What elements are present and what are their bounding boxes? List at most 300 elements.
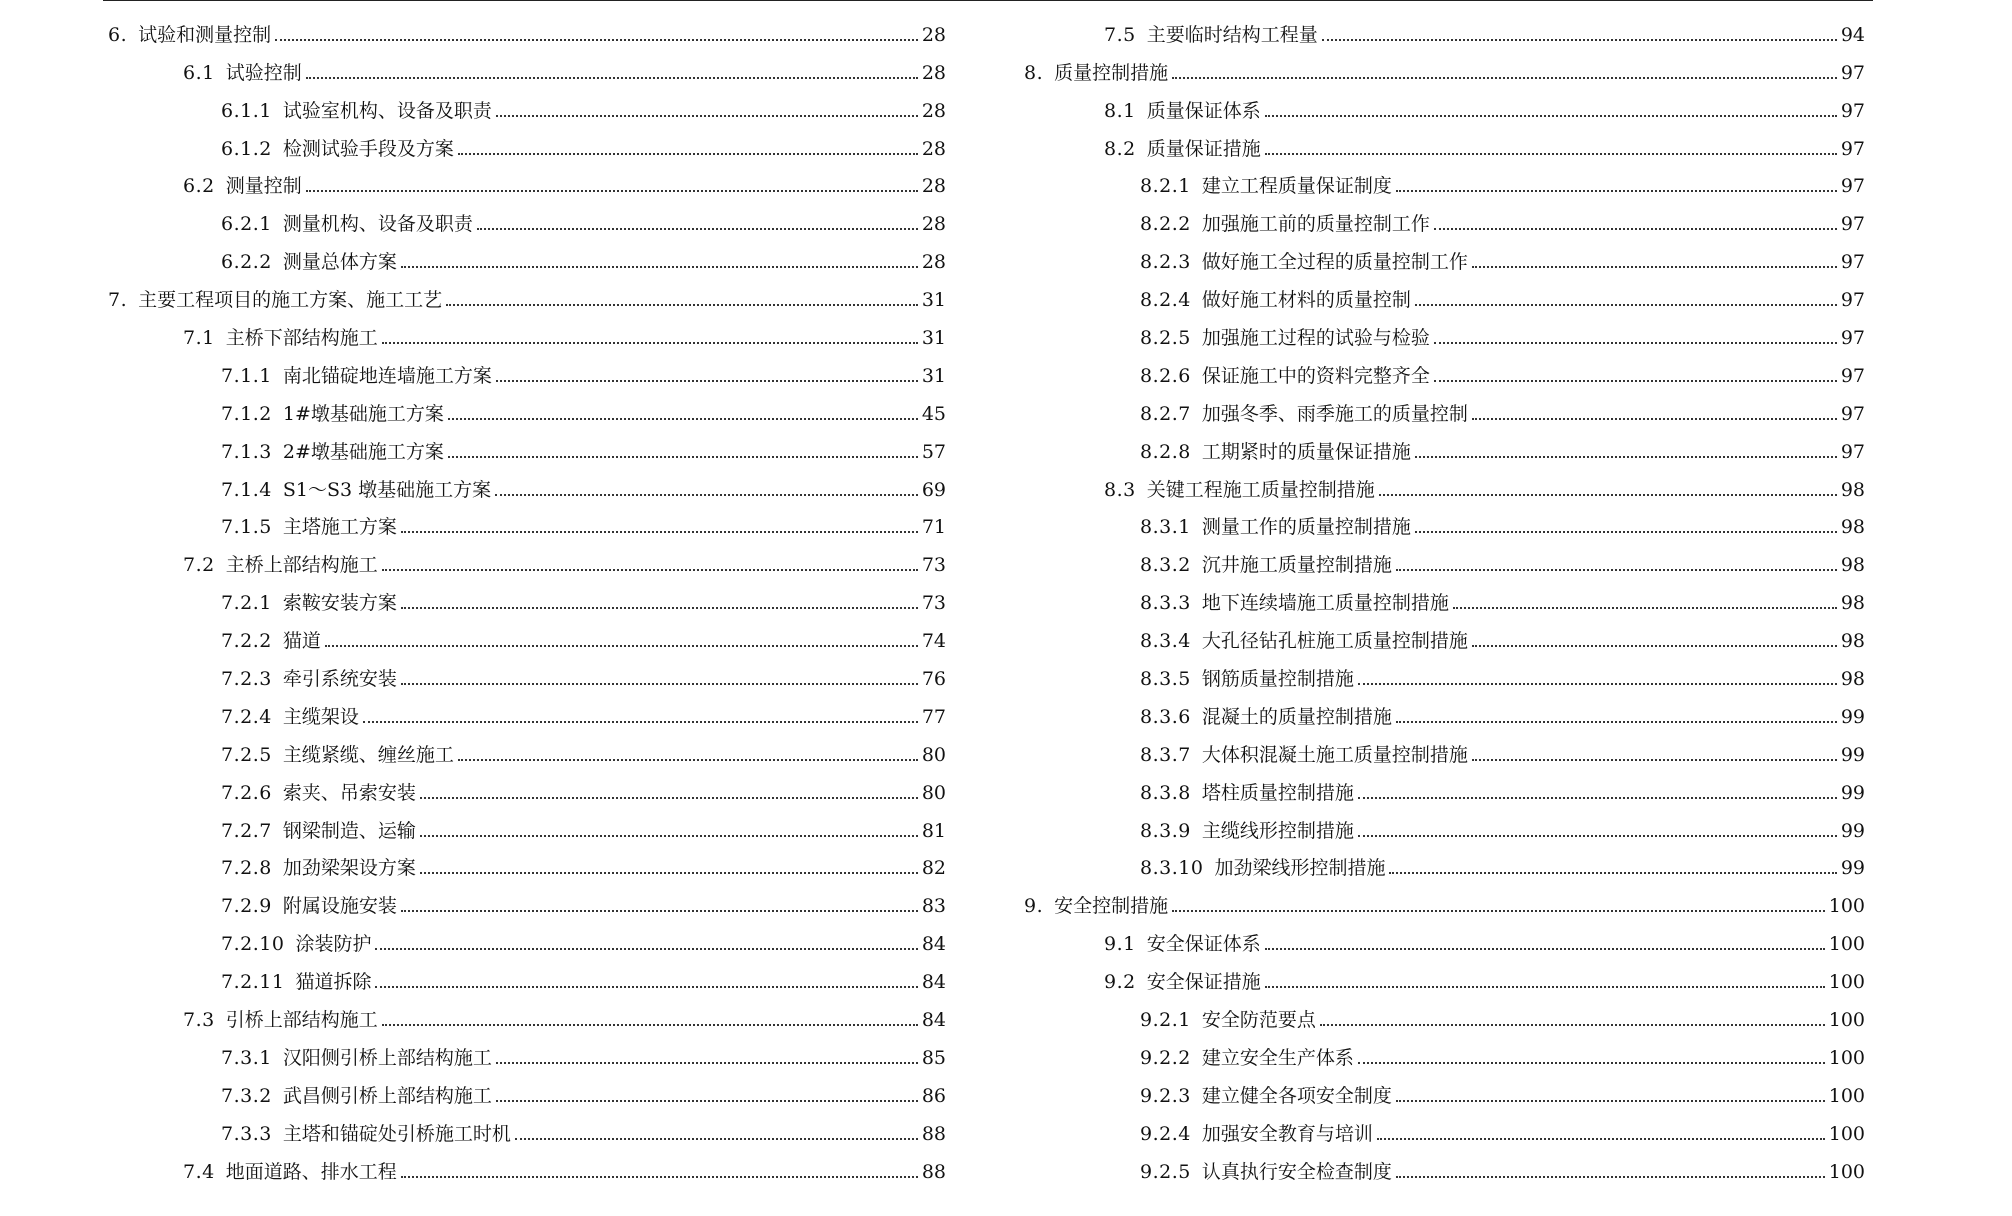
dot-leader [495,494,918,496]
toc-entry[interactable] [1024,733,1865,771]
toc-entry-number: 8.1 [1104,99,1136,122]
toc-entry-page-number: 97 [1840,99,1865,122]
toc-entry-number: 9.1 [1104,933,1136,956]
toc-entry-page-number: 100 [1828,971,1865,994]
toc-entry-number: 7.2.1 [221,592,272,615]
toc-entry[interactable] [1024,884,1865,922]
toc-entry[interactable] [1024,922,1865,960]
toc-entry-title: 做好施工全过程的质量控制工作 [1201,251,1468,274]
toc-entry-number: 7.5 [1104,23,1136,46]
toc-entry-title: 主桥下部结构施工 [225,327,378,350]
dot-leader [375,986,917,988]
toc-entry-title: 大体积混凝土施工质量控制措施 [1201,743,1468,766]
dot-leader [420,872,918,874]
toc-entry[interactable] [103,657,946,695]
toc-entry[interactable] [103,1112,946,1150]
toc-entry[interactable] [1024,392,1865,430]
toc-entry-title: 保证施工中的资料完整齐全 [1201,364,1430,387]
toc-entry-title: 主要工程项目的施工方案、施工工艺 [138,289,443,312]
toc-entry[interactable] [103,809,946,847]
toc-entry[interactable] [103,354,946,392]
toc-entry-page-number: 86 [921,1084,946,1107]
toc-entry-title: 测量机构、设备及职责 [282,213,473,236]
toc-entry-page-number: 80 [921,743,946,766]
dot-leader [1358,835,1837,837]
dot-leader [1396,190,1837,192]
toc-entry-number: 8.3.1 [1140,516,1191,539]
toc-entry-title: 建立工程质量保证制度 [1201,175,1392,198]
toc-entry-title: 主缆紧缆、缠丝施工 [282,743,454,766]
toc-entry-page-number: 98 [1840,554,1865,577]
toc-entry-page-number: 84 [921,1009,946,1032]
toc-entry-page-number: 98 [1840,478,1865,501]
toc-entry-page-number: 100 [1828,933,1865,956]
dot-leader [1453,607,1837,609]
toc-entry-title: 主缆线形控制措施 [1201,819,1354,842]
dot-leader [382,569,918,571]
toc-entry-page-number: 57 [921,440,946,463]
toc-entry[interactable] [1024,960,1865,998]
toc-entry-number: 6.2.2 [221,251,272,274]
toc-entry-number: 7.2.8 [221,857,272,880]
toc-entry-page-number: 28 [921,137,946,160]
toc-entry-page-number: 83 [921,895,946,918]
toc-entry-page-number: 97 [1840,175,1865,198]
toc-entry-number: 8.3.8 [1140,781,1191,804]
toc-entry-number: 6.1.2 [221,137,272,160]
toc-entry-page-number: 94 [1840,23,1865,46]
dot-leader [401,1176,918,1178]
toc-entry-page-number: 88 [921,1160,946,1183]
toc-entry-number: 9.2.1 [1140,1009,1191,1032]
toc-entry-page-number: 100 [1828,1046,1865,1069]
dot-leader [1389,872,1836,874]
dot-leader [363,721,918,723]
toc-entry-number: 7.2.5 [221,743,272,766]
toc-entry[interactable] [103,1036,946,1074]
toc-entry-number: 8.3.6 [1140,705,1191,728]
toc-entry-title: 猫道 [282,630,321,653]
dot-leader [420,835,918,837]
toc-entry-number: 7.2.9 [221,895,272,918]
toc-entry-number: 7.3.1 [221,1046,272,1069]
dot-leader [275,39,918,41]
dot-leader [1172,77,1837,79]
toc-entry-title: 索夹、吊索安装 [282,781,416,804]
toc-right-column [1024,13,1865,1188]
toc-entry-title: 试验控制 [225,61,302,84]
toc-entry-number: 8.2.8 [1140,440,1191,463]
toc-entry-number: 7.1.5 [221,516,272,539]
toc-entry-page-number: 28 [921,213,946,236]
toc-entry-number: 8.2.2 [1140,213,1191,236]
toc-entry-page-number: 97 [1840,364,1865,387]
toc-entry-number: 6.1.1 [221,99,272,122]
toc-entry-page-number: 31 [921,327,946,350]
toc-entry-number: 8.3.4 [1140,630,1191,653]
toc-entry[interactable] [103,165,946,203]
toc-entry-page-number: 100 [1828,1160,1865,1183]
toc-entry-page-number: 98 [1840,668,1865,691]
toc-entry-title: 沉井施工质量控制措施 [1201,554,1392,577]
toc-entry-page-number: 98 [1840,592,1865,615]
toc-entry[interactable] [1024,1074,1865,1112]
toc-entry-page-number: 81 [921,819,946,842]
toc-entry-title: 索鞍安装方案 [282,592,397,615]
toc-entry-number: 7.1.2 [221,402,272,425]
toc-entry[interactable] [103,392,946,430]
toc-entry-number: 8.3.9 [1140,819,1191,842]
dot-leader [458,153,918,155]
dot-leader [1415,531,1837,533]
toc-entry[interactable] [103,51,946,89]
toc-entry-title: 加劲梁架设方案 [282,857,416,880]
toc-entry-number: 6.2 [183,175,215,198]
toc-entry-title: 检测试验手段及方案 [282,137,454,160]
toc-entry-title: 建立安全生产体系 [1201,1046,1354,1069]
toc-entry[interactable] [1024,1150,1865,1188]
toc-entry-number: 7.3 [183,1009,215,1032]
toc-left-column [103,13,946,1188]
toc-entry-number: 7. [108,289,128,312]
toc-entry-title: 武昌侧引桥上部结构施工 [282,1084,492,1107]
toc-entry-title: 混凝土的质量控制措施 [1201,705,1392,728]
toc-entry[interactable] [103,619,946,657]
toc-entry-title: 安全防范要点 [1201,1009,1316,1032]
dot-leader [1322,39,1837,41]
toc-entry[interactable] [1024,998,1865,1036]
toc-entry-page-number: 97 [1840,251,1865,274]
toc-entry[interactable] [1024,657,1865,695]
toc-entry-page-number: 100 [1828,1122,1865,1145]
toc-entry-number: 8.3 [1104,478,1136,501]
toc-entry-title: 试验室机构、设备及职责 [282,99,492,122]
toc-entry-page-number: 73 [921,592,946,615]
dot-leader [401,683,918,685]
dot-leader [1265,115,1837,117]
toc-entry-page-number: 88 [921,1122,946,1145]
dot-leader [1434,342,1837,344]
toc-entry[interactable] [103,884,946,922]
toc-entry-number: 7.2.4 [221,705,272,728]
toc-entry-page-number: 99 [1840,705,1865,728]
toc-entry[interactable] [103,506,946,544]
dot-leader [496,1100,918,1102]
toc-entry-title: 加强安全教育与培训 [1201,1122,1373,1145]
toc-entry[interactable] [1024,354,1865,392]
toc-entry[interactable] [103,733,946,771]
toc-entry-title: 安全保证体系 [1146,933,1261,956]
toc-entry-number: 8.2.7 [1140,402,1191,425]
toc-entry[interactable] [103,998,946,1036]
dot-leader [1358,797,1837,799]
toc-entry[interactable] [103,1150,946,1188]
toc-entry[interactable] [1024,847,1865,885]
toc-entry-title: S1～S3 墩基础施工方案 [282,478,492,501]
toc-entry-number: 7.2 [183,554,215,577]
toc-entry[interactable] [103,240,946,278]
toc-entry-page-number: 100 [1828,1009,1865,1032]
toc-entry[interactable] [103,316,946,354]
dot-leader [1320,1024,1825,1026]
dot-leader [1172,910,1825,912]
toc-entry-title: 加强施工前的质量控制工作 [1201,213,1430,236]
dot-leader [496,380,918,382]
toc-entry[interactable] [103,922,946,960]
dot-leader [1472,266,1837,268]
toc-entry-page-number: 98 [1840,516,1865,539]
toc-entry[interactable] [1024,581,1865,619]
toc-entry-number: 9.2.2 [1140,1046,1191,1069]
toc-entry-title: 南北锚碇地连墙施工方案 [282,364,492,387]
toc-entry-number: 7.1.4 [221,478,272,501]
toc-entry[interactable] [1024,543,1865,581]
dot-leader [401,607,918,609]
toc-entry-page-number: 84 [921,933,946,956]
toc-entry[interactable] [1024,468,1865,506]
dot-leader [1358,683,1837,685]
dot-leader [1265,986,1825,988]
toc-entry[interactable] [1024,809,1865,847]
toc-entry-number: 9.2 [1104,971,1136,994]
dot-leader [306,77,918,79]
dot-leader [446,304,918,306]
toc-entry-title: 牵引系统安装 [282,668,397,691]
toc-entry-title: 钢筋质量控制措施 [1201,668,1354,691]
toc-entry-title: 关键工程施工质量控制措施 [1146,478,1375,501]
dot-leader [1472,418,1837,420]
toc-entry-title: 汉阳侧引桥上部结构施工 [282,1046,492,1069]
toc-entry-page-number: 99 [1840,781,1865,804]
toc-entry[interactable] [103,771,946,809]
toc-entry-page-number: 77 [921,705,946,728]
toc-entry-title: 做好施工材料的质量控制 [1201,289,1411,312]
toc-entry[interactable] [103,127,946,165]
toc-entry[interactable] [103,13,946,51]
toc-entry-number: 8.2.6 [1140,364,1191,387]
dot-leader [1265,153,1837,155]
toc-entry[interactable] [1024,13,1865,51]
dot-leader [448,456,918,458]
toc-entry-title: 安全保证措施 [1146,971,1261,994]
toc-entry-page-number: 28 [921,99,946,122]
toc-entry[interactable] [1024,506,1865,544]
toc-entry-number: 8. [1024,61,1044,84]
dot-leader [1472,759,1837,761]
toc-entry-number: 6.2.1 [221,213,272,236]
dot-leader [1472,645,1837,647]
toc-entry-number: 8.2.5 [1140,327,1191,350]
toc-entry-title: 主缆架设 [282,705,359,728]
toc-entry-number: 8.3.2 [1140,554,1191,577]
toc-entry-number: 8.3.5 [1140,668,1191,691]
dot-leader [1396,1176,1825,1178]
toc-entry-number: 8.3.3 [1140,592,1191,615]
toc-entry[interactable] [1024,51,1865,89]
toc-entry-page-number: 97 [1840,327,1865,350]
dot-leader [1434,380,1837,382]
toc-entry-number: 8.3.10 [1140,857,1204,880]
toc-entry-page-number: 73 [921,554,946,577]
dot-leader [1396,721,1837,723]
dot-leader [1377,1138,1825,1140]
dot-leader [382,342,918,344]
toc-entry[interactable] [1024,316,1865,354]
toc-entry-title: 主要临时结构工程量 [1146,23,1318,46]
top-rule [103,0,1873,1]
toc-entry-title: 地下连续墙施工质量控制措施 [1201,592,1449,615]
toc-entry-title: 主塔施工方案 [282,516,397,539]
toc-entry-page-number: 99 [1840,743,1865,766]
toc-entry-title: 加劲梁线形控制措施 [1214,857,1386,880]
toc-entry[interactable] [1024,127,1865,165]
toc-entry-title: 1#墩基础施工方案 [282,402,444,425]
dot-leader [1358,1062,1825,1064]
toc-entry[interactable] [1024,771,1865,809]
toc-entry-title: 测量工作的质量控制措施 [1201,516,1411,539]
toc-entry-title: 质量控制措施 [1054,61,1169,84]
toc-entry-number: 8.2.1 [1140,175,1191,198]
toc-entry-page-number: 31 [921,289,946,312]
toc-entry-title: 附属设施安装 [282,895,397,918]
dot-leader [496,115,918,117]
toc-entry-number: 9.2.5 [1140,1160,1191,1183]
toc-entry-title: 地面道路、排水工程 [225,1160,397,1183]
toc-entry[interactable] [1024,430,1865,468]
toc-entry[interactable] [1024,240,1865,278]
toc-entry-title: 质量保证措施 [1146,137,1261,160]
toc-entry-page-number: 97 [1840,402,1865,425]
dot-leader [477,228,918,230]
toc-entry-title: 塔柱质量控制措施 [1201,781,1354,804]
toc-entry-title: 猫道拆除 [295,971,372,994]
dot-leader [1265,948,1825,950]
toc-entry-number: 7.2.2 [221,630,272,653]
toc-entry-page-number: 100 [1828,895,1865,918]
toc-entry-title: 钢梁制造、运输 [282,819,416,842]
dot-leader [515,1138,918,1140]
dot-leader [1415,456,1837,458]
toc-entry-title: 涂装防护 [295,933,372,956]
toc-entry[interactable] [1024,1112,1865,1150]
toc-entry-number: 8.2.3 [1140,251,1191,274]
dot-leader [1379,494,1837,496]
toc-entry-page-number: 97 [1840,213,1865,236]
toc-entry-page-number: 100 [1828,1084,1865,1107]
toc-entry-number: 8.2.4 [1140,289,1191,312]
toc-entry[interactable] [103,430,946,468]
toc-entry-title: 工期紧时的质量保证措施 [1201,440,1411,463]
toc-entry-number: 8.3.7 [1140,743,1191,766]
toc-entry-page-number: 28 [921,175,946,198]
toc-entry[interactable] [103,960,946,998]
toc-entry-page-number: 97 [1840,61,1865,84]
toc-entry[interactable] [103,278,946,316]
toc-entry-number: 9.2.3 [1140,1084,1191,1107]
toc-entry[interactable] [103,581,946,619]
toc-entry-page-number: 69 [921,478,946,501]
toc-entry[interactable] [103,1074,946,1112]
toc-entry-page-number: 85 [921,1046,946,1069]
dot-leader [401,531,918,533]
toc-entry-title: 认真执行安全检查制度 [1201,1160,1392,1183]
toc-entry-number: 6.1 [183,61,215,84]
toc-entry-page-number: 97 [1840,440,1865,463]
toc-entry-number: 6. [108,23,128,46]
toc-entry-page-number: 99 [1840,819,1865,842]
toc-entry-number: 7.2.11 [221,971,285,994]
toc-entry-title: 试验和测量控制 [138,23,272,46]
toc-entry[interactable] [1024,619,1865,657]
toc-entry-page-number: 74 [921,630,946,653]
dot-leader [401,266,918,268]
toc-entry-page-number: 76 [921,668,946,691]
dot-leader [420,797,918,799]
dot-leader [448,418,918,420]
toc-entry-title: 加强施工过程的试验与检验 [1201,327,1430,350]
toc-entry[interactable] [1024,695,1865,733]
toc-entry-title: 2#墩基础施工方案 [282,440,444,463]
toc-entry-page-number: 97 [1840,137,1865,160]
toc-entry-title: 加强冬季、雨季施工的质量控制 [1201,402,1468,425]
toc-entry-number: 7.2.7 [221,819,272,842]
toc-entry-page-number: 97 [1840,289,1865,312]
toc-entry-page-number: 80 [921,781,946,804]
toc-entry-number: 9.2.4 [1140,1122,1191,1145]
toc-entry-number: 7.3.2 [221,1084,272,1107]
toc-entry-number: 7.4 [183,1160,215,1183]
toc-entry-page-number: 99 [1840,857,1865,880]
dot-leader [1434,228,1837,230]
toc-entry[interactable] [1024,165,1865,203]
toc-entry-title: 安全控制措施 [1054,895,1169,918]
toc-entry-number: 7.1.1 [221,364,272,387]
toc-entry-title: 主桥上部结构施工 [225,554,378,577]
dot-leader [401,910,918,912]
toc-entry-page-number: 31 [921,364,946,387]
toc-entry-number: 7.1.3 [221,440,272,463]
dot-leader [496,1062,918,1064]
toc-entry[interactable] [103,847,946,885]
dot-leader [1415,304,1837,306]
toc-entry-page-number: 84 [921,971,946,994]
toc-entry[interactable] [103,468,946,506]
dot-leader [325,645,918,647]
toc-entry-number: 7.2.10 [221,933,285,956]
toc-entry-page-number: 45 [921,402,946,425]
toc-entry-number: 7.2.6 [221,781,272,804]
toc-entry-title: 建立健全各项安全制度 [1201,1084,1392,1107]
toc-entry-title: 测量总体方案 [282,251,397,274]
toc-entry[interactable] [1024,1036,1865,1074]
dot-leader [382,1024,918,1026]
toc-entry-page-number: 28 [921,61,946,84]
toc-entry[interactable] [103,695,946,733]
toc-entry[interactable] [103,89,946,127]
toc-entry-title: 主塔和锚碇处引桥施工时机 [282,1122,511,1145]
toc-entry[interactable] [103,543,946,581]
toc-entry[interactable] [1024,89,1865,127]
toc-entry-title: 引桥上部结构施工 [225,1009,378,1032]
dot-leader [1396,569,1837,571]
toc-entry[interactable] [1024,278,1865,316]
toc-entry[interactable] [1024,202,1865,240]
toc-entry[interactable] [103,202,946,240]
toc-entry-number: 9. [1024,895,1044,918]
toc-entry-number: 7.2.3 [221,668,272,691]
toc-entry-title: 质量保证体系 [1146,99,1261,122]
toc-entry-page-number: 28 [921,251,946,274]
